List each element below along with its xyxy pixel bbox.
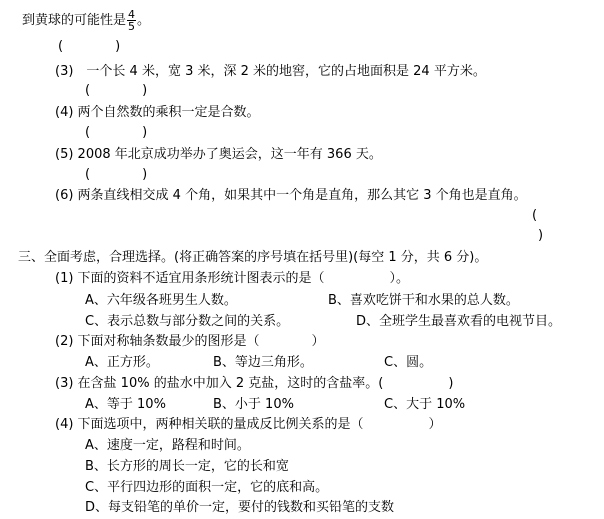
p3-q4-stem: (4) 下面选项中，两种相关联的量成反比例关系的是（ ）: [55, 417, 442, 432]
p3-q2-option-b: B、等边三角形。: [213, 355, 313, 370]
p3-q4-option-c: C、平行四边形的面积一定，它的底和高。: [85, 480, 329, 495]
q2-text-b: 。: [137, 13, 151, 28]
q3-answer-paren[interactable]: ( ): [85, 83, 148, 98]
fraction-denominator: 5: [128, 20, 136, 33]
q5-answer-paren[interactable]: ( ): [85, 167, 148, 182]
part3-heading: 三、全面考虑，合理选择。(将正确答案的序号填在括号里)(每空 1 分，共 6 分)。: [18, 250, 488, 265]
q6-paren-close[interactable]: ): [538, 228, 544, 243]
p3-q2-option-c: C、圆。: [384, 355, 433, 370]
q5-text: (5) 2008 年北京成功举办了奥运会，这一年有 366 天。: [55, 147, 382, 162]
p3-q4-option-a: A、速度一定，路程和时间。: [85, 438, 250, 453]
p3-q3-option-b: B、小于 10%: [213, 397, 294, 412]
fraction-numerator: 4: [128, 8, 136, 21]
p3-q1-option-c: C、表示总数与部分数之间的关系。: [85, 314, 290, 329]
p3-q1-stem: (1) 下面的资料不适宜用条形统计图表示的是（ ）。: [55, 271, 410, 286]
probability-fraction: [127, 9, 136, 32]
q2-text-a: 到黄球的可能性是: [22, 13, 127, 28]
q6-paren-open[interactable]: (: [532, 208, 538, 223]
q4-answer-paren[interactable]: ( ): [85, 125, 148, 140]
p3-q3-option-c: C、大于 10%: [384, 397, 466, 412]
q2-continuation: [22, 9, 150, 32]
p3-q3-stem: (3) 在含盐 10% 的盐水中加入 2 克盐，这时的含盐率。( ): [55, 376, 454, 391]
p3-q2-option-a: A、正方形。: [85, 355, 159, 370]
q4-text: (4) 两个自然数的乘积一定是合数。: [55, 105, 260, 120]
p3-q1-option-b: B、喜欢吃饼干和水果的总人数。: [328, 293, 519, 308]
p3-q4-option-d: D、每支铅笔的单价一定，要付的钱数和买铅笔的支数: [85, 500, 395, 515]
p3-q3-option-a: A、等于 10%: [85, 397, 166, 412]
q3-text: (3) 一个长 4 米，宽 3 米，深 2 米的地窖，它的占地面积是 24 平方米。: [55, 64, 486, 79]
q2-answer-paren[interactable]: ( ): [58, 39, 121, 54]
q6-text: (6) 两条直线相交成 4 个角，如果其中一个角是直角，那么其它 3 个角也是直角。: [55, 188, 527, 203]
p3-q1-option-d: D、全班学生最喜欢看的电视节目。: [356, 314, 562, 329]
p3-q2-stem: (2) 下面对称轴条数最少的图形是（ ）: [55, 334, 325, 349]
p3-q1-option-a: A、六年级各班男生人数。: [85, 293, 237, 308]
p3-q4-option-b: B、长方形的周长一定，它的长和宽: [85, 459, 289, 474]
